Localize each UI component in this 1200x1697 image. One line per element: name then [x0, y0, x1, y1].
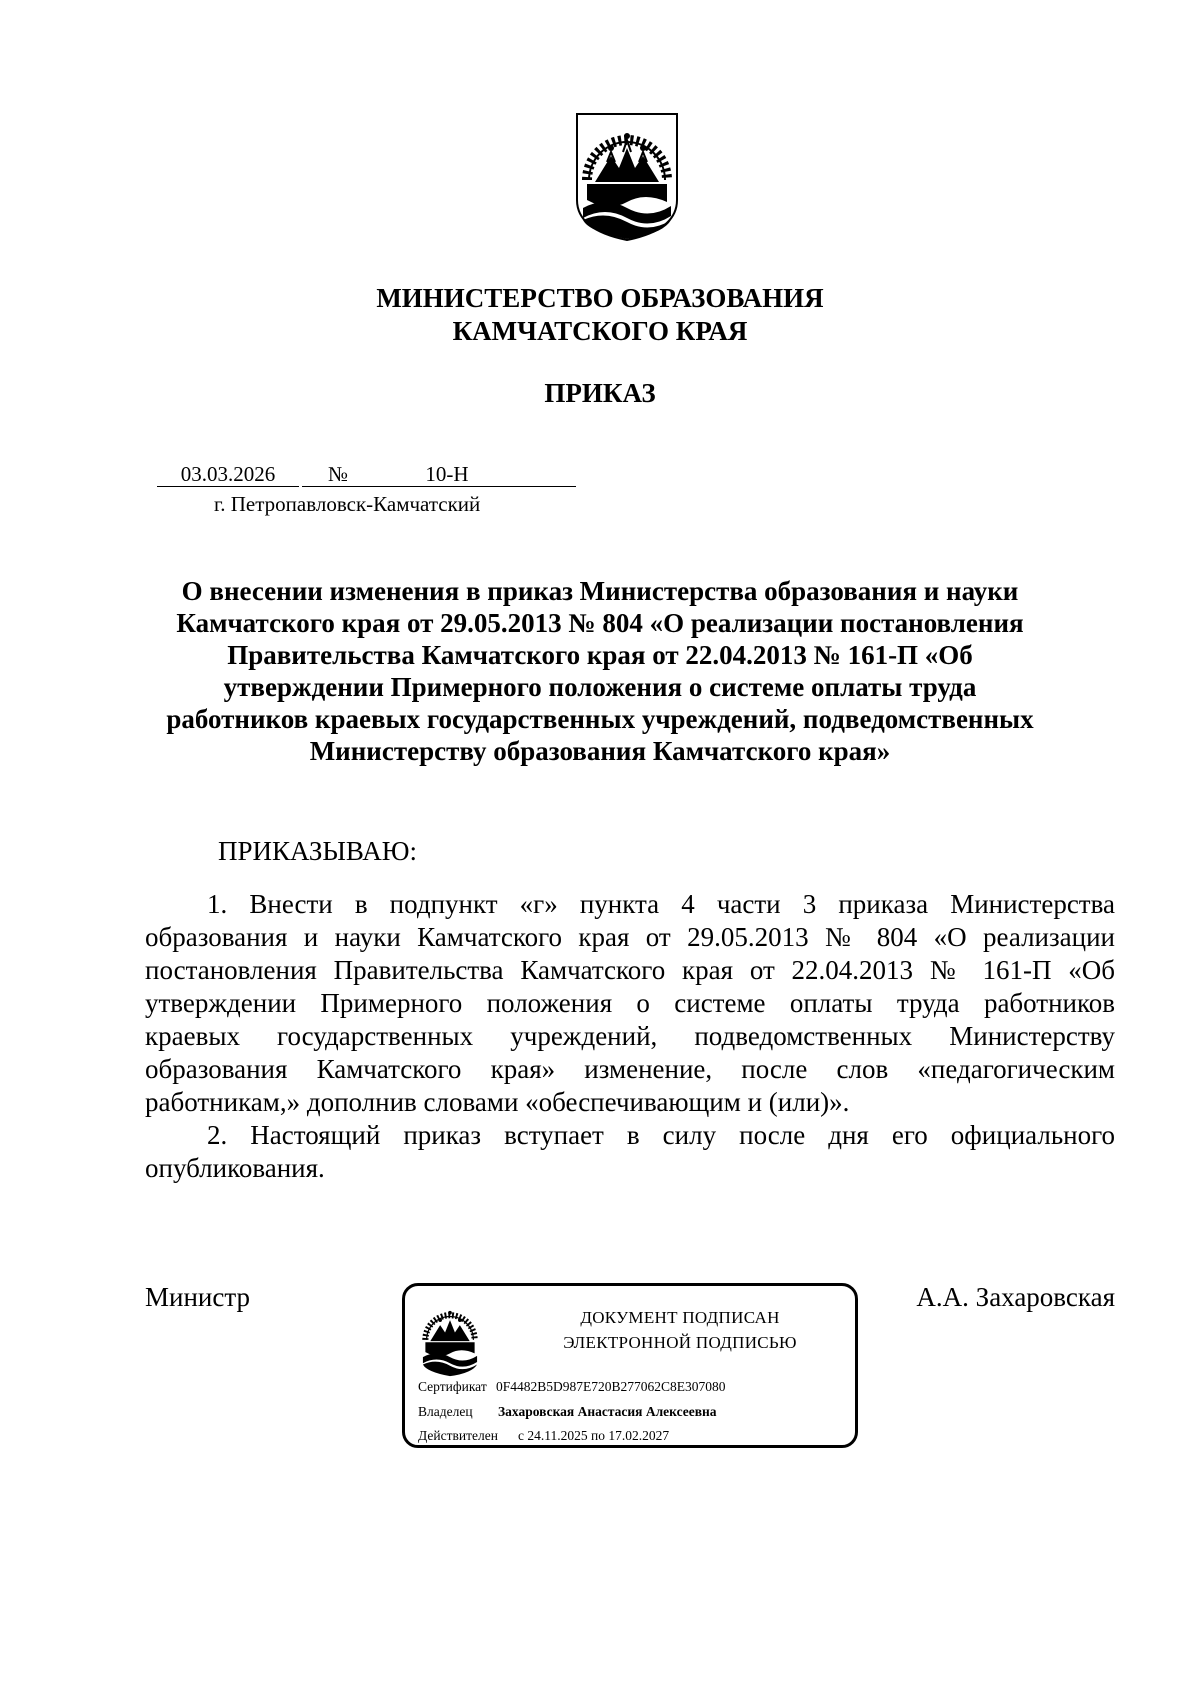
paragraph-line: постановления Правительства Камчатского края от 22.04.2013 № 161-П «Об: [145, 955, 1115, 985]
stamp-owner-label: Владелец: [418, 1404, 473, 1419]
stamp-owner-row: [418, 1404, 717, 1420]
paragraph-line: образования Камчатского края» изменение, после слов «педагогическим: [145, 1054, 1115, 1084]
stamp-validity-label: Действителен: [418, 1428, 498, 1443]
paragraph-2: [145, 1119, 1115, 1185]
stamp-emblem-icon: [418, 1298, 482, 1378]
stamp-certificate-label: Сертификат: [418, 1379, 487, 1394]
subject-line: Правительства Камчатского края от 22.04.2013 № 161-П «Об: [227, 640, 973, 670]
paragraph-1: [145, 888, 1115, 1119]
registration-number: 10-Н: [358, 462, 576, 487]
signer-position: Министр: [145, 1282, 250, 1312]
subject-line: работников краевых государственных учреждений, подведомственных: [166, 704, 1034, 734]
subject-line: Министерству образования Камчатского края»: [309, 736, 891, 766]
subject-line: О внесении изменения в приказ Министерства образования и науки: [181, 576, 1019, 606]
registration-number-sign: №: [302, 462, 358, 487]
paragraph-line: утверждении Примерного положения о системе оплаты труда работников: [145, 988, 1115, 1018]
stamp-validity-value: с 24.11.2025 по 17.02.2027: [518, 1428, 670, 1443]
stamp-title-line2: ЭЛЕКТРОННОЙ ПОДПИСЬЮ: [563, 1333, 797, 1352]
paragraph-line: краевых государственных учреждений, подведомственных Министерству: [145, 1021, 1115, 1051]
subject-line: Камчатского края от 29.05.2013 № 804 «О реализации постановления: [176, 608, 1024, 638]
paragraph-line: опубликования.: [145, 1153, 325, 1183]
paragraph-line: образования и науки Камчатского края от 29.05.2013 № 804 «О реализации: [145, 922, 1115, 952]
paragraph-line: работникам,» дополнив словами «обеспечивающим и (или)».: [145, 1087, 850, 1117]
stamp-certificate-value: 0F4482B5D987E720B277062C8E307080: [496, 1379, 726, 1394]
signer-name: А.А. Захаровская: [916, 1282, 1115, 1312]
electronic-signature-stamp: [402, 1283, 858, 1448]
ministry-name-line1: МИНИСТЕРСТВО ОБРАЗОВАНИЯ: [376, 283, 824, 313]
stamp-title-line1: ДОКУМЕНТ ПОДПИСАН: [580, 1308, 780, 1327]
document-subject: [150, 575, 1050, 767]
subject-line: утверждении Примерного положения о системе оплаты труда: [223, 672, 977, 702]
document-type: ПРИКАЗ: [544, 378, 656, 408]
stamp-certificate-row: [418, 1379, 726, 1395]
registration-date: 03.03.2026: [157, 462, 299, 487]
ministry-name-line2: КАМЧАТСКОГО КРАЯ: [452, 316, 748, 346]
city-name: г. Петропавловск-Камчатский: [214, 492, 481, 516]
kamchatka-emblem-icon: [575, 112, 679, 242]
stamp-validity-row: [418, 1428, 669, 1444]
paragraph-line: 2. Настоящий приказ вступает в силу после дня его официального: [207, 1120, 1115, 1150]
order-word: ПРИКАЗЫВАЮ:: [218, 836, 417, 866]
paragraph-line: 1. Внести в подпункт «г» пункта 4 части 3 приказа Министерства: [207, 889, 1115, 919]
stamp-owner-value: Захаровская Анастасия Алексеевна: [498, 1404, 717, 1419]
